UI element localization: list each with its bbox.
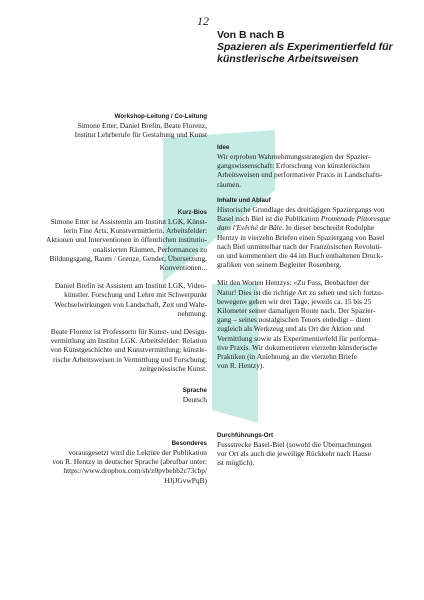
text-line: Daniel Brefin ist Assistent am Institut LGK, Video-	[54, 281, 207, 291]
text-line: von Kunstgeschichte und Kunstvermittlung; künstle-	[50, 345, 207, 355]
section-sprache	[5, 387, 207, 404]
page-number: 12	[197, 14, 209, 28]
paragraph-historische-grundlage	[217, 205, 407, 269]
text-line: on und kommentiert die 44 im Buch enthaltenen Druck-	[217, 251, 383, 261]
text-line: bewegen» gehen wir drei Tage, jeweils ca. 15 bis 25	[217, 296, 372, 306]
section-heading: Inhalte und Ablauf	[217, 197, 271, 204]
text-line: onalisierten Räumen, Performances zu	[92, 244, 207, 254]
text-line: von R. Hentzy in deutscher Sprache (abrufbar unter:	[52, 457, 207, 467]
paragraph-mit-den-worten	[217, 278, 407, 370]
text-line: HJjJGvwPqB)	[164, 475, 207, 485]
bio-simone-etter	[5, 217, 207, 272]
text-line: Mit den Worten Hentzys: «Zu Fuss, Beobachter der	[217, 278, 370, 288]
subtitle-line: Spazieren als Experimentierfeld für	[217, 41, 393, 53]
bio-beate-florenz	[5, 327, 207, 373]
text-line: Natur! Dies ist die richtige Art zu sehen und sich fortzu-	[217, 287, 384, 297]
text-line: Praktiken (in Anlehnung an die vierzehn Briefe	[217, 352, 357, 362]
text-line: Institut Lehrberufe für Gestaltung und Kunst	[74, 130, 207, 140]
text-line: Kilometer seiner damaligen Route nach. Der Spazier-	[217, 306, 376, 316]
section-text	[5, 121, 207, 139]
text-line: gangswissenschaft: Erforschung von künstlerischen	[217, 161, 370, 171]
text-line: vorausgesetzt wird die Lektüre der Publikation	[68, 448, 207, 457]
text-line: vermittlung am Institut LGK. Arbeitsfelder: Relation	[50, 336, 207, 346]
text-line: räumen.	[217, 179, 242, 189]
text-line: Simone Etter ist Assistentin am Institut LGK, Künst-	[50, 217, 207, 226]
text-line: ist möglich).	[217, 458, 255, 468]
text-line: künstler. Forschung und Lehre mit Schwerpunkt	[64, 290, 207, 300]
section-heading: Kurz-Bios	[177, 209, 207, 216]
text-line: . In dieser beschreibt Rodolphe	[282, 223, 375, 233]
text-line: Basel nach Biel ist die Publikation	[217, 214, 321, 224]
publication-title: Promenade Pittoresque	[320, 214, 391, 224]
section-text	[5, 217, 207, 373]
text-line: nehmung.	[177, 308, 207, 318]
text-line: Arbeitsweisen und performativer Praxis in Landschafts-	[217, 170, 383, 180]
section-heading: Sprache	[182, 387, 207, 394]
section-text	[217, 440, 407, 468]
bio-daniel-brefin	[5, 281, 207, 318]
text-line: tive Praxis. Wir dokumentieren vierzehn künstlerische	[217, 342, 378, 352]
section-text: Deutsch	[182, 395, 207, 404]
section-heading: Workshop-Leitung / Co-Leitung	[114, 113, 207, 120]
text-line: zugleich als Werkzeug und als Ort der Aktion und	[217, 324, 365, 334]
text-line: von R. Hentzy).	[217, 361, 265, 371]
text-line: Bildungsgang, Raum / Grenze, Gender, Übersetzung,	[49, 253, 207, 263]
section-idee	[217, 144, 407, 189]
text-line: Historische Grundlage des dreitägigen Spaziergangs von	[217, 205, 385, 214]
text-line: nach Biel unmittelbar nach der Französischen Revoluti-	[217, 241, 383, 251]
text-line: Hentzy in vierzehn Briefen einen Spaziergang von Basel	[217, 232, 385, 242]
section-text	[5, 448, 207, 485]
section-kurz-bios	[5, 209, 207, 373]
text-line: zeitgenössische Kunst.	[139, 363, 207, 373]
text-line: Vermittlung sowie als Experimentierfeld für performa-	[217, 333, 379, 343]
subtitle-line: künstlerische Arbeitsweisen	[217, 53, 359, 65]
text-line: https://www.dropbox.com/sh/z0pvbehb2c73cbp/	[63, 466, 207, 476]
title-block	[217, 29, 407, 65]
section-text	[217, 205, 407, 370]
page-subtitle	[217, 41, 407, 65]
section-heading: Durchführungs-Ort	[217, 432, 274, 439]
text-line: rische Arbeitsweisen in Vermittlung und Forschung;	[52, 354, 207, 364]
section-workshop-leitung	[5, 113, 207, 139]
section-durchfuehrungs-ort	[217, 432, 407, 468]
section-heading: Idee	[217, 144, 230, 151]
section-text	[217, 152, 407, 189]
text-line: Beate Florenz ist Professorin für Kunst- und Design-	[50, 327, 207, 337]
text-line: Wir erproben Wahrnehmungsstrategien der Spazier-	[217, 152, 371, 161]
publication-title: dans l'Evêché de Bâle	[217, 223, 282, 233]
section-besonderes	[5, 440, 207, 485]
text-line: Wechselwirkungen von Landschaft, Zeit und Wahr-	[54, 299, 207, 309]
text-line: grafiken von seinem Begleiter Rosenberg.	[217, 260, 342, 270]
text-line: lerin Fine Arts, Kunstvermittlerin. Arbeitsfelder:	[63, 226, 207, 236]
text-line: gang – seines nostalgischen Tenors entledigt – dient	[217, 315, 371, 325]
text-line: Aktionen und Interventionen in öffentlichen institutio-	[46, 235, 207, 245]
page-title: Von B nach B	[217, 29, 285, 41]
text-line: Simone Etter, Daniel Brefin, Beate Florenz,	[77, 121, 207, 130]
section-heading: Besonderes	[171, 440, 207, 447]
text-line: Konventionen...	[159, 263, 207, 273]
text-line: Fussstrecke Basel-Biel (sowohl die Übernachtungen	[217, 440, 372, 449]
section-inhalte-und-ablauf	[217, 197, 407, 370]
text-line: vor Ort als auch die jeweilige Rückkehr nach Hause	[217, 449, 371, 459]
